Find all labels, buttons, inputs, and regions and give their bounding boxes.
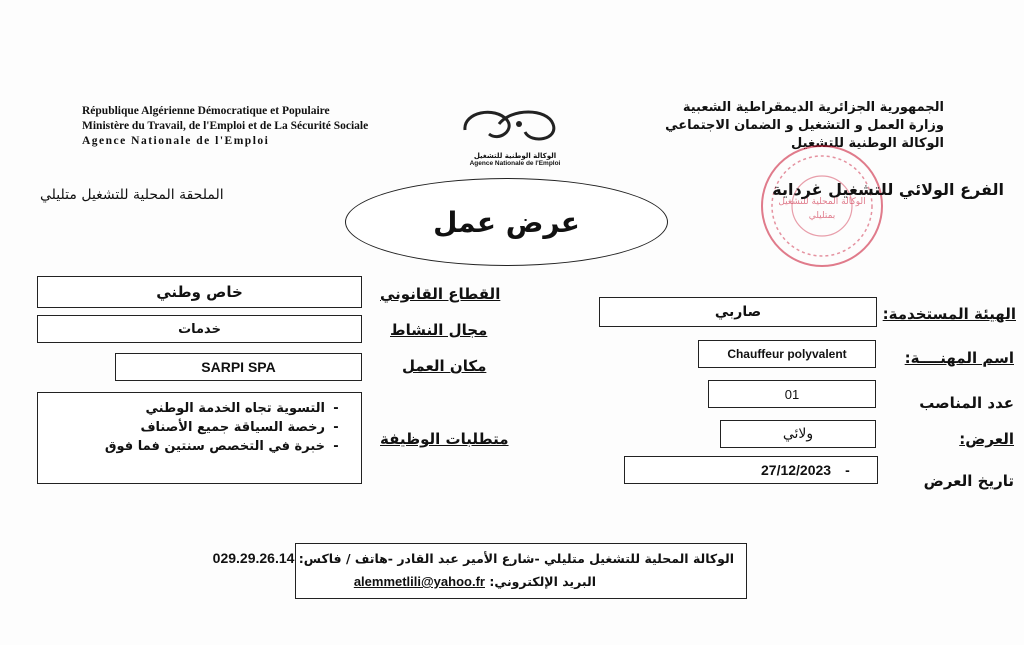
requirement-item: - رخصة السياقة جميع الأصناف xyxy=(140,420,339,435)
offer-value: ولائي xyxy=(720,420,876,448)
job-label: اسم المهنــــة: xyxy=(904,349,1014,367)
header-fr-line2: Ministère du Travail, de l'Emploi et de La Sécurité Sociale xyxy=(82,120,369,132)
footer-address-line xyxy=(213,550,734,566)
header-ar-line3: الوكالة الوطنية للتشغيل xyxy=(791,136,944,151)
header-ar-line1: الجمهورية الجزائرية الديمقراطية الشعبية xyxy=(682,100,944,115)
workplace-label: مكان العمل xyxy=(402,357,487,375)
employer-label: الهيئة المستخدمة: xyxy=(882,305,1016,323)
page-title: عرض عمل xyxy=(433,205,580,239)
svg-text:بمتليلي: بمتليلي xyxy=(808,211,836,221)
anem-logo-icon xyxy=(455,102,575,148)
legal-sector-label: القطاع القانوني xyxy=(380,285,501,303)
header-fr-line3: Agence Nationale de l'Emploi xyxy=(82,135,270,147)
date-label: تاريخ العرض xyxy=(923,472,1014,490)
official-stamp xyxy=(758,142,886,270)
footer-email-label: البريد الإلكتروني: xyxy=(484,574,596,589)
agency-logo xyxy=(455,102,575,167)
footer-address: الوكالة المحلية للتشغيل متليلي -شارع الأمير عبد القادر -هاتف / فاكس: xyxy=(294,551,734,566)
requirements-label: متطلبات الوظيفة xyxy=(380,430,509,448)
requirement-item: - خبرة في التخصص سنتين فما فوق xyxy=(104,439,339,454)
header-ar-line2: وزارة العمل و التشغيل و الضمان الاجتماعي xyxy=(665,118,944,133)
header-fr-line1: République Algérienne Démocratique et Populaire xyxy=(82,105,330,117)
logo-caption-fr: Agence Nationale de l'Emploi xyxy=(469,160,561,167)
employer-value: صاربي xyxy=(599,297,877,327)
footer-box xyxy=(212,543,747,599)
svg-text:الوكالة المحلية للتشغيل: الوكالة المحلية للتشغيل xyxy=(778,197,866,207)
positions-value: 01 xyxy=(708,380,876,408)
requirement-item: - التسوية تجاه الخدمة الوطني xyxy=(145,401,339,416)
footer-email-line xyxy=(354,574,596,589)
stamp-seal-icon xyxy=(758,142,886,270)
date-dash: - xyxy=(845,462,850,478)
requirements-box xyxy=(37,392,362,484)
title-oval xyxy=(345,178,668,266)
activity-label: مجال النشاط xyxy=(390,321,488,339)
left-office: الملحقة المحلية للتشغيل متليلي xyxy=(40,187,224,203)
offer-label: العرض: xyxy=(959,430,1014,448)
date-value: 27/12/2023 xyxy=(761,462,832,478)
logo-caption-ar: الوكالة الوطنية للتشغيل xyxy=(473,152,557,160)
date-value-box xyxy=(624,456,878,484)
workplace-value: SARPI SPA xyxy=(115,353,362,381)
legal-sector-value: خاص وطني xyxy=(37,276,362,308)
right-office: الفرع الولائي للتشغيل غرداية xyxy=(772,180,1004,199)
footer-phone: 029.29.26.14 xyxy=(212,550,295,566)
job-value: Chauffeur polyvalent xyxy=(698,340,876,368)
footer-email-link[interactable]: alemmetlili@yahoo.fr xyxy=(353,574,485,589)
activity-value: خدمات xyxy=(37,315,362,343)
positions-label: عدد المناصب xyxy=(919,394,1014,412)
